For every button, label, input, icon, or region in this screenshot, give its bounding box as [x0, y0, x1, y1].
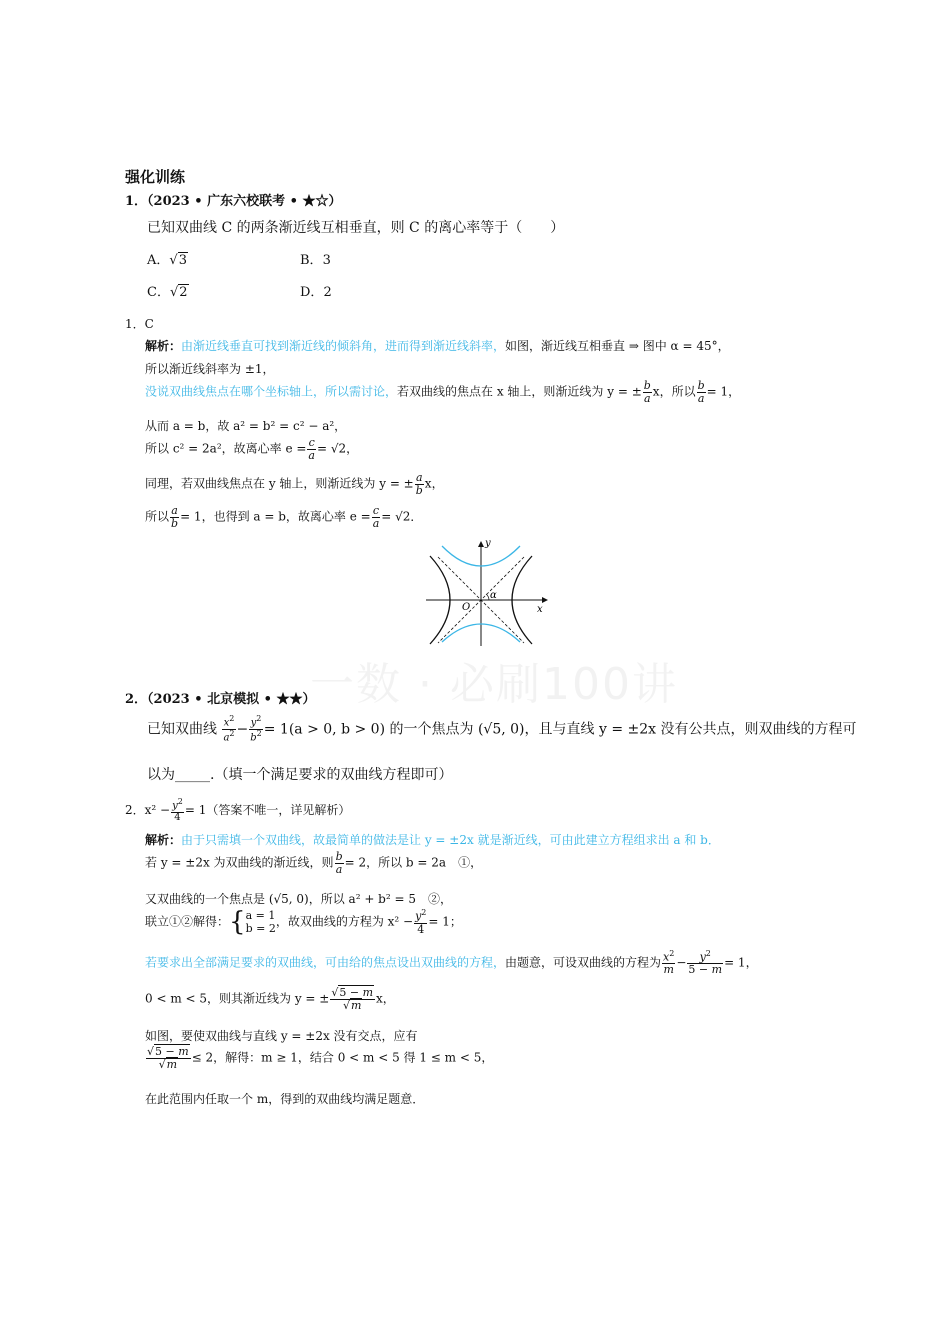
- answer-text: = 1（答案不唯一，详见解析）: [184, 803, 351, 818]
- solution-text: 联立①②解得：: [145, 914, 230, 929]
- solution-text: ，故双曲线的方程为 x² −: [275, 914, 414, 929]
- angle-arc: [486, 594, 489, 600]
- fraction: $\frac{y^2}{4}$: [172, 797, 183, 823]
- question-2-stem-line-2: 以为_____.（填一个满足要求的双曲线方程即可）: [147, 767, 453, 783]
- fraction: $\frac{c}{a}$: [372, 504, 380, 530]
- fraction: $\frac{y^2}{b^2}$: [250, 714, 262, 744]
- question-2-header: [125, 688, 315, 707]
- y-axis-arrow: [478, 541, 484, 547]
- option-letter: D．: [300, 285, 324, 300]
- fraction: $\frac{b}{a}$: [335, 850, 343, 876]
- fraction: $\frac{b}{a}$: [643, 379, 651, 405]
- question-number: 2．: [125, 692, 148, 707]
- option-letter: A．: [147, 253, 170, 268]
- option-letter: C．: [147, 285, 170, 300]
- fraction: $\frac{a}{b}$: [415, 471, 423, 497]
- hint-text: 由于只需填一个双曲线，故最简单的做法是让 y = ±2x 就是渐近线，可由此建立方程组求出 a 和 b．: [181, 833, 720, 847]
- answer-2-line-5: 若要求出全部满足要求的双曲线，可由给的焦点设出双曲线的方程，由题意，可设双曲线的方程为 $\frac{x^2}{m}$ − $\frac{y^2}{5 - m}$ = 1，: [145, 949, 758, 977]
- analysis-label: 解析：: [145, 339, 182, 353]
- solution-text: = √2，: [316, 441, 359, 456]
- answer-1-line-6: [145, 472, 444, 496]
- option-b: [300, 249, 331, 268]
- fraction: $\frac{y^2}{4}$: [415, 908, 427, 936]
- answer-1-line-7: [145, 505, 422, 529]
- fraction: $\frac{x^2}{a^2}$: [223, 714, 235, 744]
- solution-text: = 1，: [724, 955, 758, 970]
- question-number: 1．: [125, 194, 148, 209]
- fraction: $\frac{y^2}{5 - m}$: [688, 949, 723, 977]
- watermark: 一数 · 必刷100讲: [310, 659, 678, 710]
- answer-1-header: [125, 315, 154, 332]
- question-1-header: [125, 190, 341, 209]
- answer-number: 1．: [125, 317, 145, 331]
- option-c: C．√2: [147, 285, 188, 300]
- hyperbola-figure: [420, 538, 550, 650]
- answer-1-line-1: [145, 337, 730, 354]
- analysis-label: 解析：: [145, 833, 182, 847]
- solution-text: 由题意，可设双曲线的方程为: [505, 955, 662, 970]
- hint-text: 由渐近线垂直可找到渐近线的倾斜角，进而得到渐近线斜率，: [181, 339, 506, 353]
- system-equation: a = 1: [245, 909, 276, 922]
- option-value: 3: [178, 253, 187, 268]
- solution-text: ≤ 2，解得：m ≥ 1，结合 0 < m < 5 得 1 ≤ m < 5，: [191, 1050, 494, 1065]
- section-title: 强化训练: [125, 168, 186, 186]
- fraction: $\frac{√5 - m}{√m}$: [331, 986, 374, 1012]
- option-value: 3: [322, 253, 331, 268]
- stem-text: 已知双曲线: [147, 721, 217, 738]
- option-letter: B．: [300, 253, 323, 268]
- question-source: （2023 • 北京模拟 • ★★）: [147, 692, 316, 707]
- x-axis-arrow: [542, 597, 548, 603]
- answer-2-line-9: 在此范围内任取一个 m，得到的双曲线均满足题意．: [145, 1092, 425, 1106]
- option-value: 2: [179, 285, 188, 300]
- solution-text: = 1，: [706, 384, 741, 399]
- solution-text: x，: [376, 991, 395, 1006]
- system-equation: b = 2: [245, 922, 276, 936]
- answer-1-line-4: 从而 a = b，故 a² = b² = c² − a²，: [145, 419, 347, 433]
- option-value: 2: [323, 285, 332, 300]
- solution-text: = √2．: [381, 509, 423, 524]
- hint-text: 没说双曲线焦点在哪个坐标轴上，所以需讨论，: [145, 384, 398, 399]
- answer-2-header: [125, 798, 350, 823]
- question-1-stem: 已知双曲线 C 的两条渐近线互相垂直，则 C 的离心率等于（ ）: [147, 220, 565, 236]
- stem-text: = 1(a > 0, b > 0) 的一个焦点为 (√5, 0)，且与直线 y = ±2x 没有公共点，则双曲线的方程可: [263, 721, 857, 738]
- question-2-stem-line-1: 已知双曲线 $\frac{x^2}{a^2}$ − $\frac{y^2}{b^2}$ = 1(a > 0, b > 0) 的一个焦点为 (√5, 0)，且与直线 y = ±2x 没有公共点，则双曲线的方程可: [147, 714, 857, 744]
- option-a: A．√3: [147, 253, 187, 268]
- solution-text: 所以: [145, 509, 170, 524]
- solution-text: x，所以: [652, 384, 696, 399]
- answer-2-line-4: [145, 907, 462, 938]
- system-brace: {: [229, 907, 246, 938]
- fraction: $\frac{x^2}{m}$: [663, 949, 675, 977]
- answer-text: x² −: [144, 803, 171, 818]
- solution-text: = 1，也得到 a = b，故离心率 e =: [180, 509, 371, 524]
- solution-text: 0 < m < 5，则其渐近线为 y = ±: [145, 991, 330, 1006]
- answer-2-line-6: [145, 987, 395, 1011]
- solution-text: 所以 c² = 2a²，故离心率 e =: [145, 441, 307, 456]
- origin-label: O: [462, 602, 471, 613]
- answer-number: 2．: [125, 803, 145, 818]
- solution-text: x，: [424, 476, 444, 491]
- answer-1-line-3: [145, 380, 740, 404]
- y-label: y: [485, 538, 491, 549]
- answer-2-line-8: [145, 1046, 493, 1070]
- solution-text: = 2，所以 b = 2a ①，: [344, 855, 483, 870]
- answer-choice: C: [144, 317, 154, 331]
- answer-1-line-2: 所以渐近线斜率为 ±1，: [145, 362, 275, 376]
- answer-2-line-1: [145, 831, 720, 848]
- solution-text: 若 y = ±2x 为双曲线的渐近线，则: [145, 855, 334, 870]
- fraction: $\frac{b}{a}$: [697, 379, 705, 405]
- question-source: （2023 • 广东六校联考 • ★☆）: [147, 194, 342, 209]
- equation-system: [246, 909, 276, 935]
- fraction: $\frac{a}{b}$: [171, 504, 179, 530]
- fraction: $\frac{√5 - m}{√m}$: [147, 1045, 189, 1071]
- x-label: x: [537, 604, 543, 615]
- angle-label: α: [490, 590, 497, 601]
- hint-text: 若要求出全部满足要求的双曲线，可由给的焦点设出双曲线的方程，: [145, 955, 506, 970]
- solution-text: 若双曲线的焦点在 x 轴上，则渐近线为 y = ±: [397, 384, 642, 399]
- answer-2-line-2: [145, 851, 482, 875]
- answer-1-line-5: [145, 437, 358, 461]
- option-d: [300, 281, 332, 300]
- solution-text: 如图，渐近线互相垂直 ⇒ 图中 α = 45°，: [505, 339, 730, 353]
- answer-2-line-3: 又双曲线的一个焦点是 (√5, 0)，所以 a² + b² = 5 ②，: [145, 892, 452, 906]
- solution-text: 同理，若双曲线焦点在 y 轴上，则渐近线为 y = ±: [145, 476, 414, 491]
- answer-2-line-7: 如图，要使双曲线与直线 y = ±2x 没有交点，应有: [145, 1029, 418, 1043]
- solution-text: = 1；: [428, 914, 462, 929]
- fraction: $\frac{c}{a}$: [308, 436, 315, 462]
